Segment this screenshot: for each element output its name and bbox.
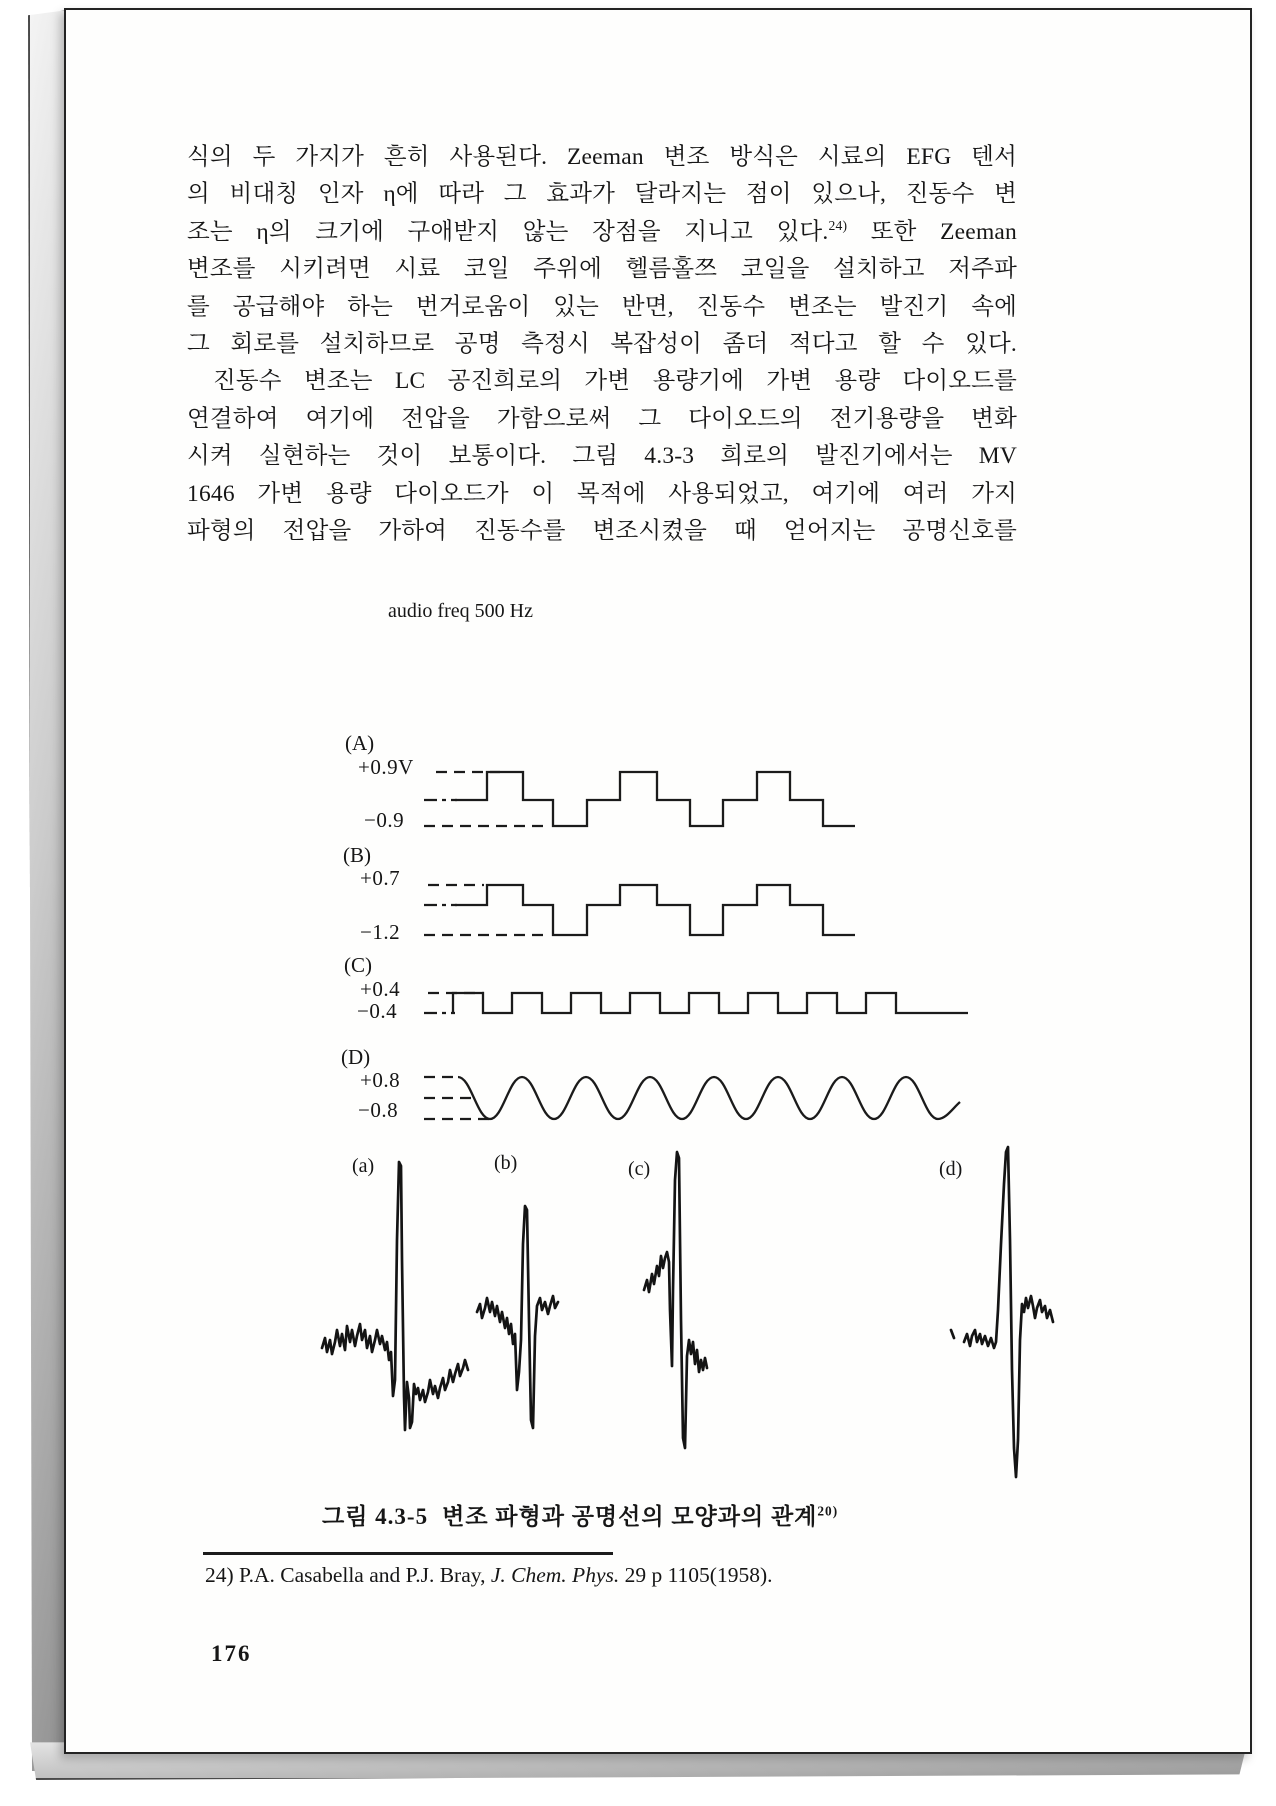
waveform-c-trace: [453, 993, 968, 1013]
footnote-authors: P.A. Casabella and P.J. Bray,: [239, 1563, 486, 1587]
text-line: 그 회로를 설치하므로 공명 측정시 복잡성이 좀더 적다고 할 수 있다.: [187, 330, 1017, 357]
text-line: 식의 두 가지가 흔히 사용된다. Zeeman 변조 방식은 시료의 EFG 텐서: [187, 144, 1017, 170]
waveform-c-bottom-level: −0.4: [357, 999, 398, 1023]
signal-c-trace: [644, 1152, 707, 1448]
figure-caption-text: 변조 파형과 공명선의 모양과의 관계: [442, 1504, 818, 1529]
waveform-c-top-level: +0.4: [360, 977, 401, 1001]
waveform-b-tag: (B): [343, 843, 371, 867]
waveform-b-bottom-level: −1.2: [360, 920, 401, 944]
footnote-volume-pages: 29 p 1105(1958).: [624, 1563, 773, 1587]
signal-c-tag: (c): [628, 1158, 651, 1180]
signal-a-tag: (a): [352, 1155, 375, 1177]
text-line: 1646 가변 용량 다이오드가 이 목적에 사용되었고, 여기에 여러 가지: [187, 480, 1017, 507]
waveform-d-trace: [458, 1077, 960, 1119]
waveform-a-top-level: +0.9V: [358, 755, 414, 779]
waveform-a-tag: (A): [345, 731, 375, 755]
signal-b-trace: [477, 1206, 558, 1428]
footnote-rule: [203, 1552, 613, 1555]
signal-b-tag: (b): [494, 1152, 518, 1174]
signal-d-trace: [964, 1147, 1053, 1477]
footnote-ref-24: 24): [828, 217, 848, 233]
waveform-b-top-level: +0.7: [360, 866, 401, 890]
text-segment: 또한 Zeeman: [847, 218, 1018, 245]
footnote-marker: 24): [205, 1563, 234, 1587]
waveform-a-bottom-level: −0.9: [364, 808, 405, 832]
waveform-d-top-level: +0.8: [360, 1068, 401, 1092]
text-line-paragraph-start: 진동수 변조는 LC 공진희로의 가변 용량기에 가변 용량 다이오드를: [213, 368, 1017, 395]
text-segment: 조는 η의 크기에 구애받지 않는 장점을 지니고 있다.: [187, 218, 829, 245]
figure-header-audio-freq: audio freq 500 Hz: [388, 600, 533, 622]
waveform-c-tag: (C): [344, 953, 372, 977]
signal-d-tick: [951, 1330, 954, 1338]
signal-d-tag: (d): [939, 1158, 963, 1180]
text-line: 를 공급해야 하는 번거로움이 있는 반면, 진동수 변조는 발진기 속에: [187, 293, 1017, 320]
page-number: 176: [211, 1641, 252, 1666]
figure-caption-number: 그림 4.3-5: [322, 1504, 429, 1529]
text-line: 파형의 전압을 가하여 진동수를 변조시켰을 때 얻어지는 공명신호를: [187, 517, 1017, 544]
waveform-d-tag: (D): [341, 1045, 371, 1069]
figure-caption: [322, 1498, 838, 1531]
signal-a-trace: [322, 1162, 468, 1430]
text-line: 의 비대칭 인자 η에 따라 그 효과가 달라지는 점이 있으나, 진동수 변: [187, 181, 1017, 208]
waveform-b-trace: [455, 885, 855, 935]
footnote-24: [205, 1563, 773, 1588]
figure-caption-footnote-ref: 20): [817, 1503, 839, 1519]
text-line: 연결하여 여기에 전압을 가함으로써 그 다이오드의 전기용량을 변화: [187, 405, 1017, 432]
text-line: 변조를 시키려면 시료 코일 주위에 헬름홀쯔 코일을 설치하고 저주파: [187, 256, 1017, 283]
footnote-journal: J. Chem. Phys.: [490, 1563, 620, 1587]
waveform-a-trace: [455, 772, 855, 826]
text-line: 시켜 실현하는 것이 보통이다. 그림 4.3-3 희로의 발진기에서는 MV: [187, 443, 1017, 470]
waveform-d-bottom-level: −0.8: [358, 1098, 399, 1122]
